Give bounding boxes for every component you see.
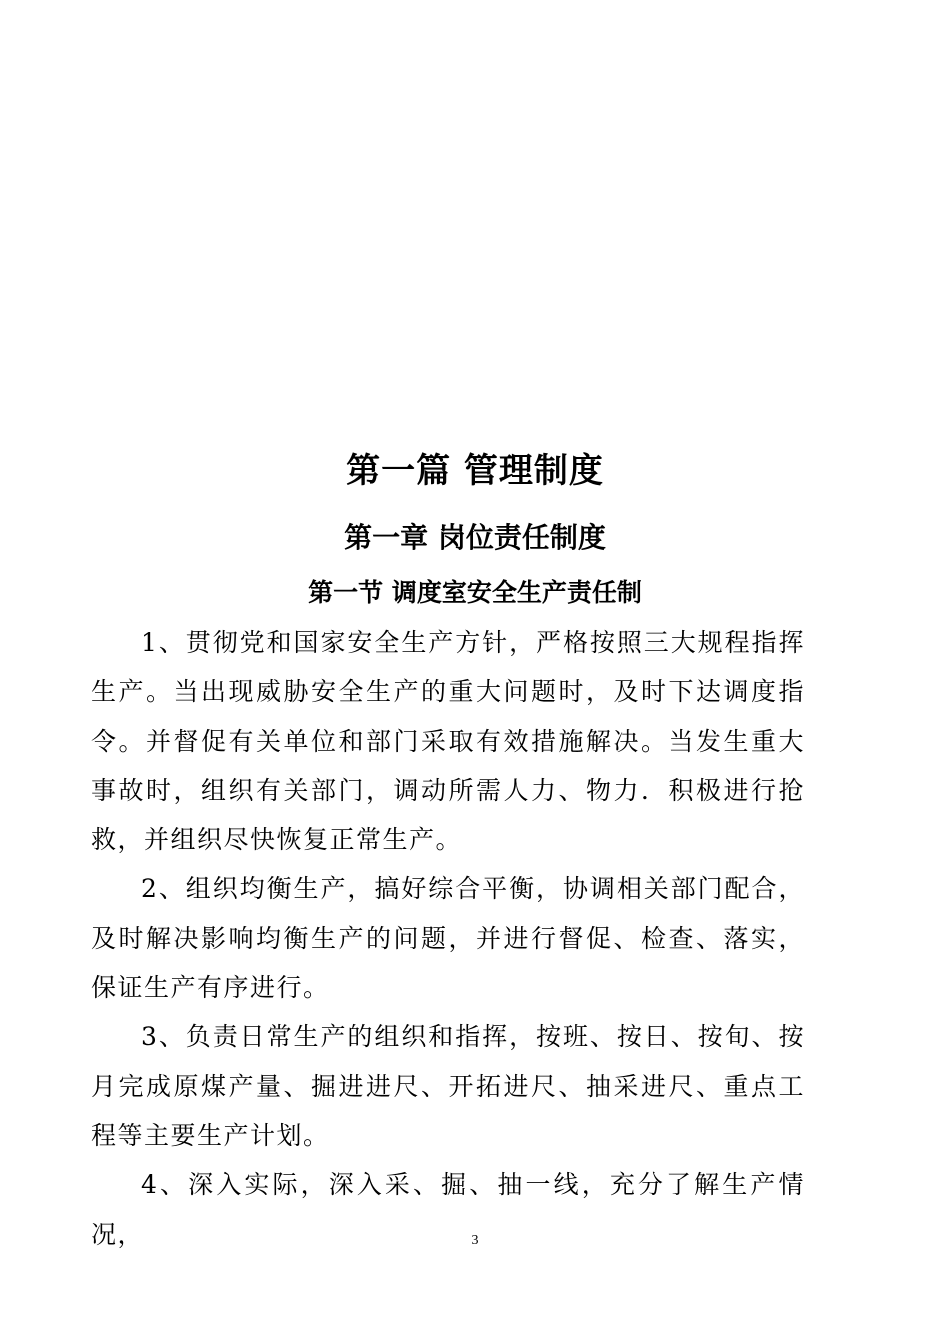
section-title: 第一节 调度室安全生产责任制 bbox=[308, 578, 642, 607]
paragraph-2: 2、组织均衡生产，搞好综合平衡，协调相关部门配合，及时解决影响均衡生产的问题，并进行督促、检查、落实，保证生产有序进行。 bbox=[91, 874, 805, 1003]
paragraph-4: 4、深入实际，深入采、掘、抽一线，充分了解生产情况， bbox=[91, 1170, 805, 1249]
paragraph-3: 3、负责日常生产的组织和指挥，按班、按日、按旬、按月完成原煤产量、掘进进尺、开拓进尺、抽采进尺、重点工程等主要生产计划。 bbox=[91, 1022, 805, 1150]
page-number: 3 bbox=[471, 1233, 479, 1248]
chapter-title: 第一章 岗位责任制度 bbox=[344, 521, 606, 554]
part-title: 第一篇 管理制度 bbox=[346, 451, 604, 491]
paragraph-1: 1、贯彻党和国家安全生产方针，严格按照三大规程指挥生产。当出现威胁安全生产的重大问题时，及时下达调度指令。并督促有关单位和部门采取有效措施解决。当发生重大事故时，组织有关部门，调动所需人力、物力．积极进行抢救，并组织尽快恢复正常生产。 bbox=[91, 628, 805, 855]
document-body bbox=[91, 618, 805, 1259]
